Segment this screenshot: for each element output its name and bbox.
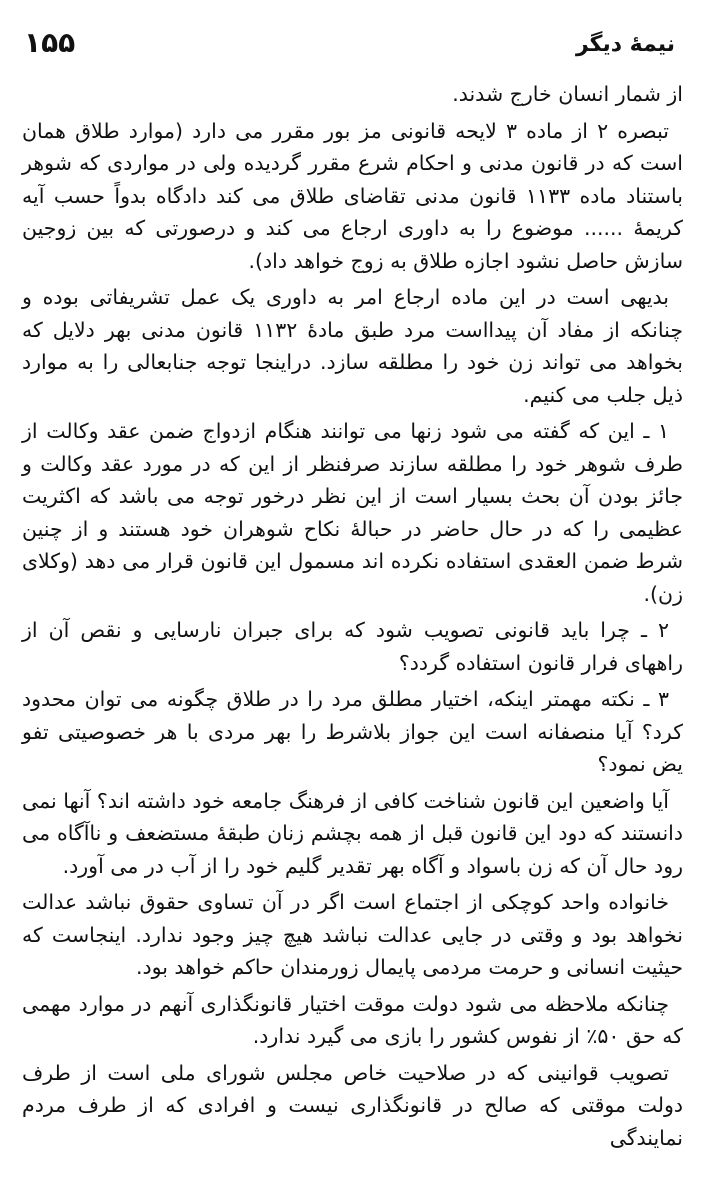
- paragraph: ۱ ـ این که گفته می شود زنها می توانند هنگام ازدواج ضمن عقد وکالت از طرف شوهر خود را مطلقه سازند صرفنظر از این که در مورد عقد وکالت و جائز بودن آن بحث بسیار است از این نظر درخور توجه می باشد که اکثریت عظیمی را که در حال حاضر در حبالهٔ نکاح شوهران خود هستند و از چنین شرط ضمن العقدی استفاده نکرده اند مسمول این قانون قرار می دهد (وکلای زن).: [22, 419, 683, 606]
- paragraph: چنانکه ملاحظه می شود دولت موقت اختیار قانونگذاری آنهم در موارد مهمی که حق ۵۰٪ از نفوس کشور را بازی می گیرد ندارد.: [22, 991, 683, 1048]
- body-text: [22, 78, 683, 1154]
- paragraph: آیا واضعین این قانون شناخت کافی از فرهنگ جامعه خود داشته اند؟ آنها نمی دانستند که دود این قانون قبل از همه بچشم زنان طبقهٔ مستضعف و ناآگاه می رود حال آن که زن باسواد و آگاه بهر تقدیر گلیم خود را از آب در می آورد.: [22, 788, 683, 878]
- paragraph: بدیهی است در این ماده ارجاع امر به داوری یک عمل تشریفاتی بوده و چنانکه از مفاد آن پیدااست مرد طبق مادهٔ ۱۱۳۲ قانون مدنی بهر دلایل که بخواهد می تواند زن خود را مطلقه سازد. دراینجا توجه جنابعالی را به موارد ذیل جلب می کنیم.: [22, 285, 683, 407]
- paragraph: تبصره ۲ از ماده ۳ لایحه قانونی مز بور مقرر می دارد (موارد طلاق همان است که در قانون مدنی و احکام شرع مقرر گردیده ولی در مواردی که شوهر باستناد ماده ۱۱۳۳ قانون مدنی تقاضای طلاق می کند دادگاه بدواً حسب آیه کریمهٔ ...... موضوع را به داوری ارجاع می کند و درصورتی که بین زوجین سازش حاصل نشود اجازه طلاق به زوج خواهد داد).: [22, 118, 683, 273]
- paragraph: ۳ ـ نکته مهمتر اینکه، اختیار مطلق مرد را در طلاق چگونه می توان محدود کرد؟ آیا منصفانه است این جواز بلاشرط را بهر مردی با هر خصوصیتی تفو یض نمود؟: [22, 687, 683, 776]
- paragraph: خانواده واحد کوچکی از اجتماع است اگر در آن تساوی حقوق نباشد عدالت نخواهد بود و وقتی در جایی عدالت نباشد هیچ چیز وجود ندارد. اینجاست که حیثیت انسانی و حرمت مردمی پایمال زورمندان حاکم خواهد بود.: [22, 890, 683, 979]
- page-number: ۱۵۵: [24, 26, 76, 59]
- running-title: نیمهٔ دیگر: [575, 32, 675, 57]
- paragraph: تصویب قوانینی که در صلاحیت خاص مجلس شورای ملی است از طرف دولت موقتی که صالح در قانونگذاری نیست و افرادی که از طرف مردم نمایندگی: [22, 1060, 683, 1150]
- paragraph: از شمار انسان خارج شدند.: [452, 82, 683, 106]
- paragraph: ۲ ـ چرا باید قانونی تصویب شود که برای جبران نارسایی و نقص آن از راههای فرار قانون استفاده گردد؟: [22, 618, 683, 675]
- page-header: [22, 24, 683, 68]
